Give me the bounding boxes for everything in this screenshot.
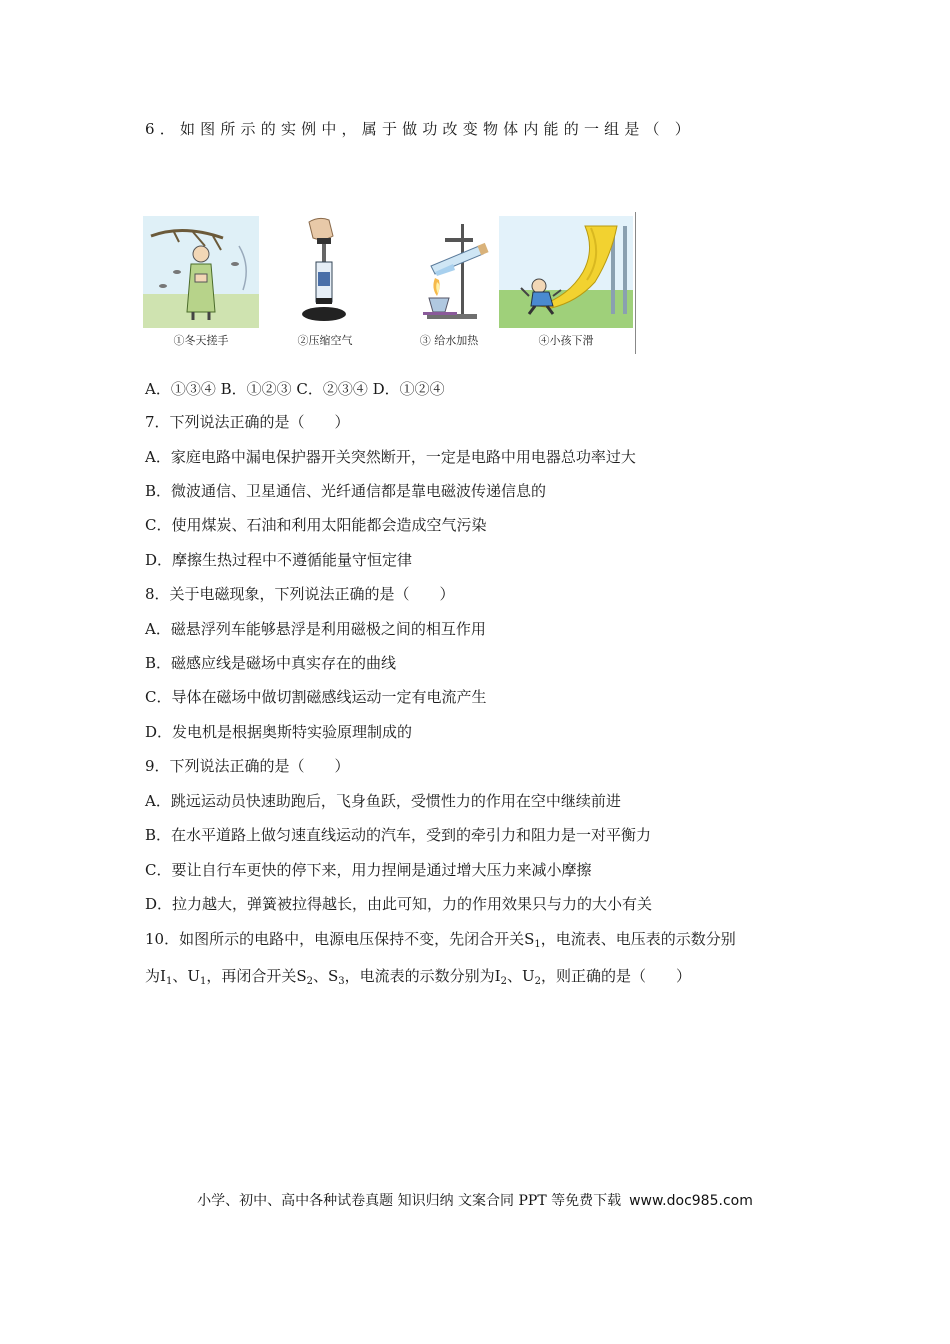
caption-child-sliding: ④小孩下滑 bbox=[538, 334, 594, 347]
subscript: 1 bbox=[534, 939, 541, 950]
q7-option-d: D．摩擦生热过程中不遵循能量守恒定律 bbox=[145, 551, 413, 569]
q8-option-a: A．磁悬浮列车能够悬浮是利用磁极之间的相互作用 bbox=[145, 620, 486, 638]
q9-option-b: B．在水平道路上做匀速直线运动的汽车，受到的牵引力和阻力是一对平衡力 bbox=[145, 826, 652, 844]
q9-option-c: C．要让自行车更快的停下来，用力捏闸是通过增大压力来减小摩擦 bbox=[145, 861, 592, 879]
q10-text: 为I bbox=[145, 967, 166, 985]
q9-stem: 9．下列说法正确的是（ ） bbox=[145, 757, 350, 775]
heat-water-image bbox=[391, 216, 507, 328]
q6-figure bbox=[143, 212, 637, 354]
q10-line-2 bbox=[145, 966, 691, 986]
q10-text: ，则正确的是（ ） bbox=[541, 967, 692, 985]
figure-panel-child-sliding bbox=[499, 216, 615, 352]
rubbing-hands-image bbox=[143, 216, 259, 328]
footer-text: 小学、初中、高中各种试卷真题 知识归纳 文案合同 PPT 等免费下载 bbox=[197, 1193, 622, 1209]
subscript: 2 bbox=[534, 976, 541, 987]
q8-option-b: B．磁感应线是磁场中真实存在的曲线 bbox=[145, 654, 397, 672]
q10-line-1 bbox=[145, 929, 736, 949]
child-sliding-image bbox=[499, 216, 633, 328]
q7-option-c: C．使用煤炭、石油和利用太阳能都会造成空气污染 bbox=[145, 516, 487, 534]
q7-stem: 7．下列说法正确的是（ ） bbox=[145, 413, 350, 431]
caption-rubbing-hands: ①冬天搓手 bbox=[173, 334, 229, 347]
q7-option-b: B．微波通信、卫星通信、光纤通信都是靠电磁波传递信息的 bbox=[145, 482, 547, 500]
q8-option-d: D．发电机是根据奥斯特实验原理制成的 bbox=[145, 723, 413, 741]
page-footer bbox=[0, 1192, 950, 1210]
subscript: 2 bbox=[306, 976, 313, 987]
q9-option-a: A．跳远运动员快速助跑后，飞身鱼跃，受惯性力的作用在空中继续前进 bbox=[145, 792, 621, 810]
q10-text: 、U bbox=[172, 967, 200, 985]
q10-text: 、U bbox=[506, 967, 535, 985]
figure-panel-rubbing-hands bbox=[143, 216, 259, 352]
q8-stem: 8．关于电磁现象，下列说法正确的是（ ） bbox=[145, 585, 455, 603]
subscript: 1 bbox=[165, 976, 173, 987]
compress-air-image bbox=[267, 216, 383, 328]
q9-option-d: D．拉力越大，弹簧被拉得越长，由此可知，力的作用效果只与力的大小有关 bbox=[145, 895, 653, 913]
q7-option-a: A．家庭电路中漏电保护器开关突然断开，一定是电路中用电器总功率过大 bbox=[145, 448, 636, 466]
figure-divider bbox=[635, 212, 636, 354]
q6-stem: 6．如图所示的实例中，属于做功改变物体内能的一组是（ ） bbox=[145, 120, 695, 138]
figure-panel-compress-air bbox=[267, 216, 383, 352]
q8-option-c: C．导体在磁场中做切割磁感线运动一定有电流产生 bbox=[145, 688, 487, 706]
subscript: 1 bbox=[199, 976, 207, 987]
q10-text: ，电流表的示数分别为I bbox=[344, 967, 501, 985]
subscript: 2 bbox=[500, 976, 507, 987]
q10-text: ，电流表、电压表的示数分别 bbox=[540, 930, 736, 948]
q10-text: ，再闭合开关S bbox=[206, 967, 307, 985]
q10-text: 、S bbox=[313, 967, 339, 985]
q6-options: A．①③④ B．①②③ C．②③④ D．①②④ bbox=[145, 380, 445, 398]
subscript: 3 bbox=[338, 976, 345, 987]
footer-link[interactable]: www.doc985.com bbox=[629, 1193, 753, 1209]
q10-text: 10．如图所示的电路中，电源电压保持不变，先闭合开关S bbox=[145, 930, 535, 948]
figure-panel-heat-water bbox=[391, 216, 507, 352]
caption-compress-air: ②压缩空气 bbox=[297, 334, 353, 347]
caption-heat-water: ③ 给水加热 bbox=[419, 334, 479, 347]
